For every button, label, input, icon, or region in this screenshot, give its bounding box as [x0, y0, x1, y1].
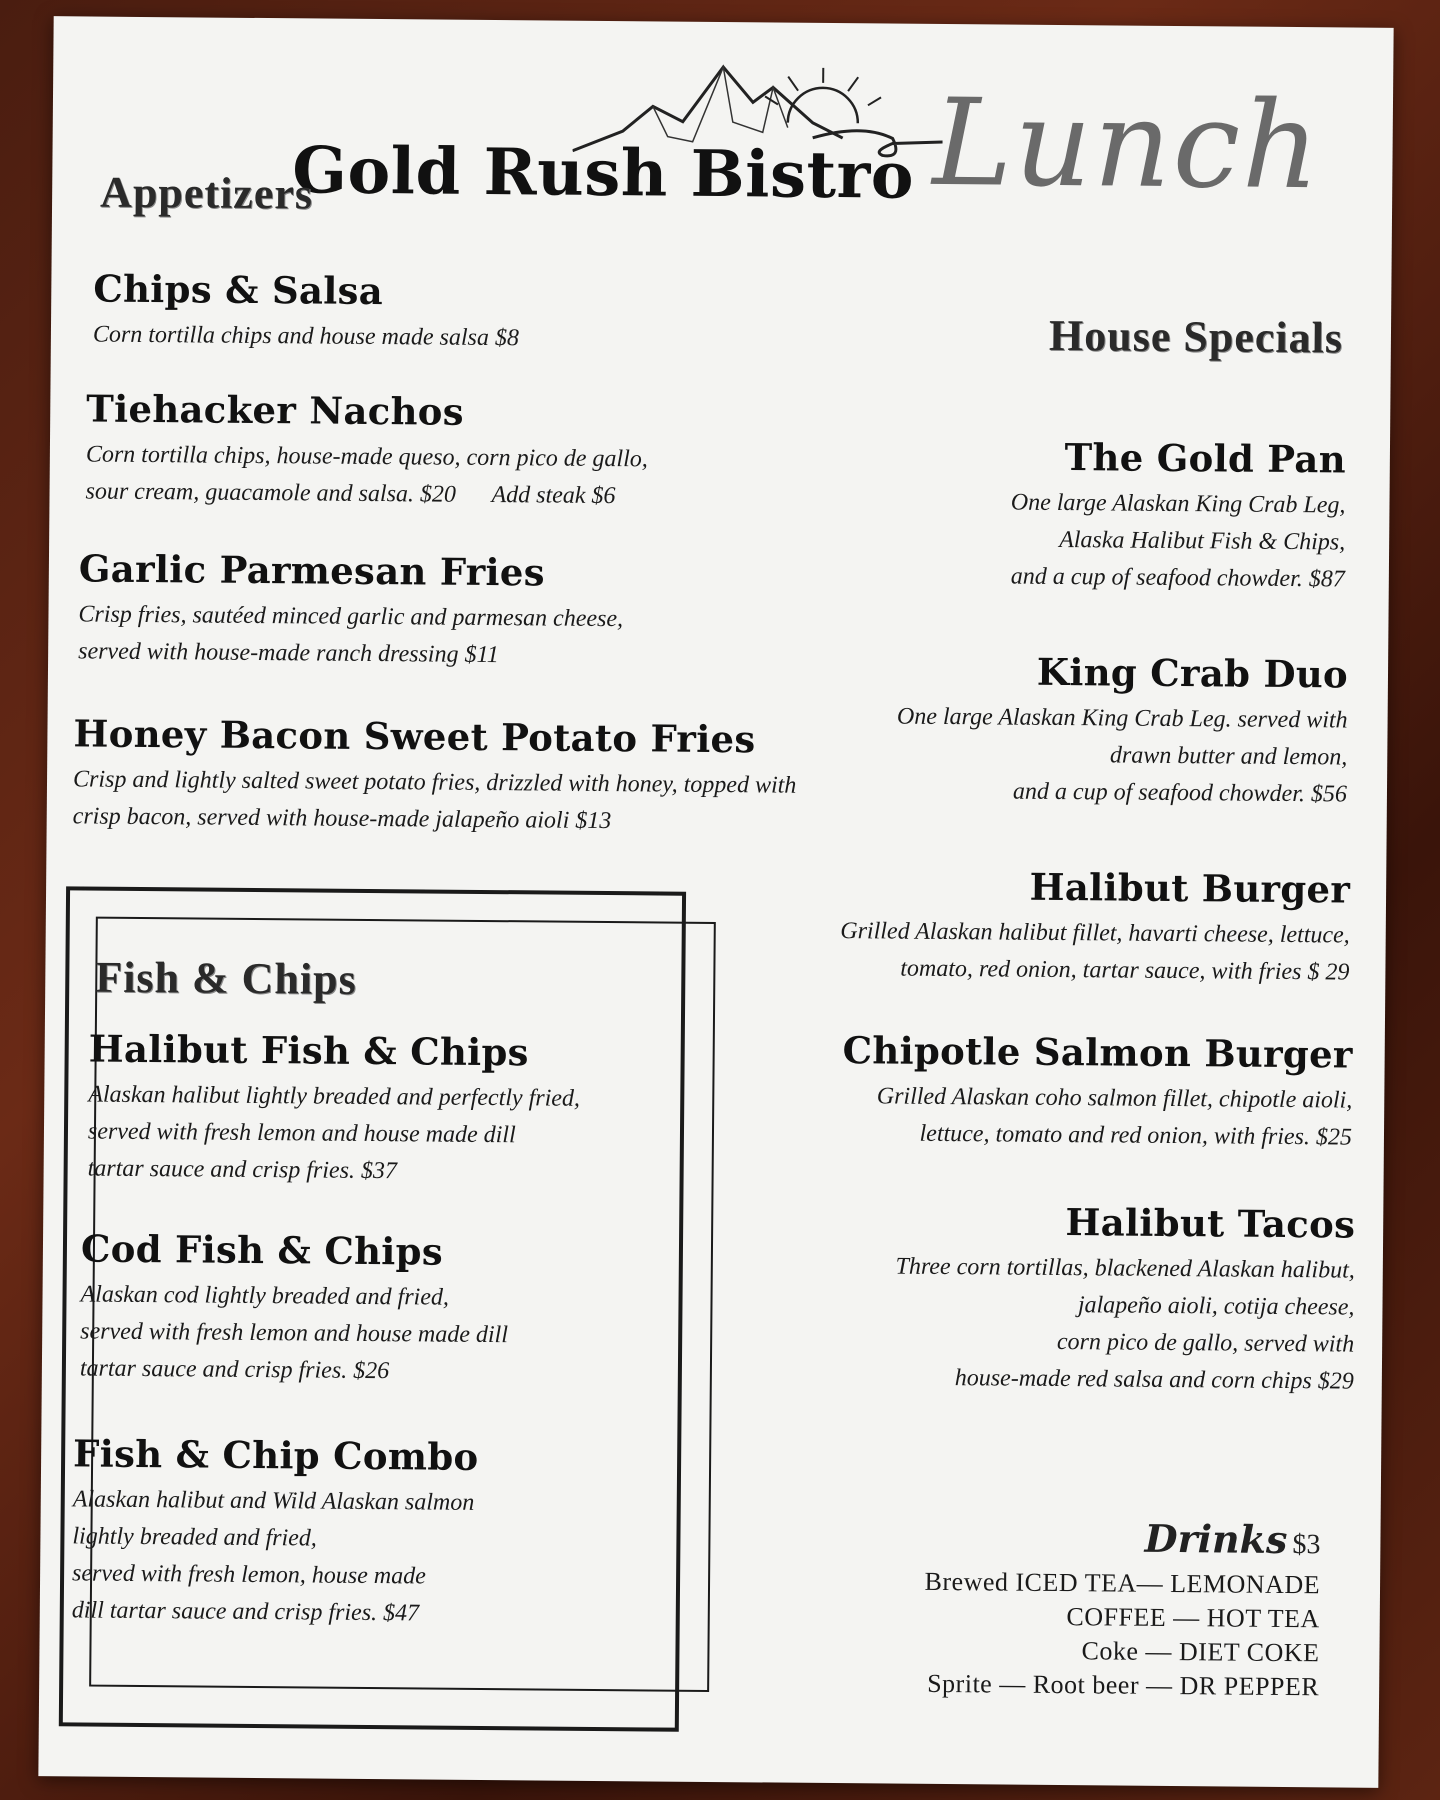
- item-desc: served with house-made ranch dressing $11: [78, 638, 499, 669]
- item-name: Halibut Tacos: [1065, 1200, 1356, 1247]
- item-desc: Crisp and lightly salted sweet potato fries, drizzled with honey, topped with: [72, 766, 797, 799]
- item-name: Chipotle Salmon Burger: [842, 1028, 1353, 1077]
- menu-item: [694, 1197, 1356, 1401]
- menu-title: Lunch: [932, 73, 1322, 217]
- menu-header: [192, 57, 1322, 257]
- item-name: Tiehacker Nachos: [86, 386, 465, 434]
- item-desc: Alaska Halibut Fish & Chips,: [1059, 526, 1346, 556]
- menu-item: [705, 432, 1346, 599]
- drink-line: Sprite — Root beer — DR PEPPER: [927, 1668, 1320, 1702]
- item-desc: One large Alaskan King Crab Leg. served with: [896, 703, 1348, 734]
- item-desc: corn pico de gallo, served with: [1056, 1328, 1355, 1358]
- item-desc: dill tartar sauce and crisp fries. $47: [71, 1597, 420, 1627]
- item-desc: Corn tortilla chips, house-made queso, corn pico de gallo,: [85, 441, 648, 473]
- item-desc: Alaskan cod lightly breaded and fried,: [80, 1281, 450, 1311]
- item-desc: crisp bacon, served with house-made jalapeño aioli $13: [72, 803, 612, 835]
- item-desc: served with fresh lemon, house made: [72, 1560, 426, 1590]
- fish-chips-title: Fish & Chips: [95, 952, 357, 1004]
- menu-item: [87, 1027, 668, 1193]
- item-name: Fish & Chip Combo: [72, 1431, 479, 1479]
- drink-line: Coke — DIET COKE: [1081, 1636, 1320, 1668]
- item-name: King Crab Duo: [1036, 649, 1349, 697]
- item-name: Halibut Burger: [1029, 864, 1351, 912]
- item-desc: Grilled Alaskan coho salmon fillet, chipotle aioli,: [876, 1083, 1353, 1114]
- menu-item: [707, 647, 1348, 814]
- item-name: Chips & Salsa: [93, 266, 384, 314]
- item-name: Halibut Fish & Chips: [88, 1026, 529, 1075]
- item-desc: sour cream, guacamole and salsa. $20 Add steak $6: [85, 478, 616, 510]
- menu-item: [80, 1226, 661, 1392]
- drink-line: Brewed ICED TEA— LEMONADE: [924, 1566, 1321, 1600]
- menu-item: [93, 267, 874, 361]
- item-desc: drawn butter and lemon,: [1109, 742, 1348, 771]
- drinks-price: $3: [1292, 1529, 1321, 1561]
- menu-item: [652, 1026, 1353, 1156]
- item-desc: Corn tortilla chips and house made salsa $8: [92, 321, 520, 352]
- item-desc: jalapeño aioli, cotija cheese,: [1077, 1292, 1355, 1321]
- item-desc: house-made red salsa and corn chips $29: [954, 1365, 1354, 1395]
- item-desc: lightly breaded and fried,: [72, 1523, 317, 1552]
- menu-item: [72, 1431, 654, 1634]
- item-name: Garlic Parmesan Fries: [78, 546, 546, 595]
- menu-sheet: [38, 16, 1393, 1788]
- item-desc: tartar sauce and crisp fries. $37: [87, 1155, 398, 1185]
- item-name: The Gold Pan: [1064, 435, 1347, 482]
- item-name: Cod Fish & Chips: [80, 1226, 444, 1274]
- item-desc: tartar sauce and crisp fries. $26: [79, 1355, 390, 1385]
- item-desc: Crisp fries, sautéed minced garlic and parmesan cheese,: [78, 601, 624, 633]
- item-name: Honey Bacon Sweet Potato Fries: [73, 711, 756, 762]
- item-desc: Alaskan halibut and Wild Alaskan salmon: [72, 1486, 475, 1516]
- item-desc: Grilled Alaskan halibut fillet, havarti cheese, lettuce,: [840, 918, 1350, 949]
- item-desc: Alaskan halibut lightly breaded and perfectly fried,: [88, 1081, 581, 1112]
- item-desc: served with fresh lemon and house made dill: [80, 1318, 509, 1349]
- item-desc: served with fresh lemon and house made dill: [87, 1118, 516, 1149]
- menu-item: [689, 862, 1350, 992]
- item-desc: lettuce, tomato and red onion, with fries. $25: [919, 1120, 1353, 1151]
- brand-name: Gold Rush Bistro: [292, 133, 915, 214]
- item-desc: and a cup of seafood chowder. $56: [1012, 778, 1348, 808]
- drink-line: COFFEE — HOT TEA: [1066, 1602, 1320, 1634]
- item-desc: tomato, red onion, tartar sauce, with fries $ 29: [900, 955, 1350, 986]
- house-specials-title: House Specials: [1048, 310, 1344, 363]
- appetizers-title: Appetizers: [99, 167, 314, 219]
- drinks-title: Drinks: [1144, 1515, 1288, 1563]
- item-desc: One large Alaskan King Crab Leg,: [1010, 489, 1346, 519]
- item-desc: Three corn tortillas, blackened Alaskan halibut,: [895, 1253, 1355, 1284]
- drinks-section: [819, 1513, 1321, 1704]
- item-desc: and a cup of seafood chowder. $87: [1010, 563, 1345, 593]
